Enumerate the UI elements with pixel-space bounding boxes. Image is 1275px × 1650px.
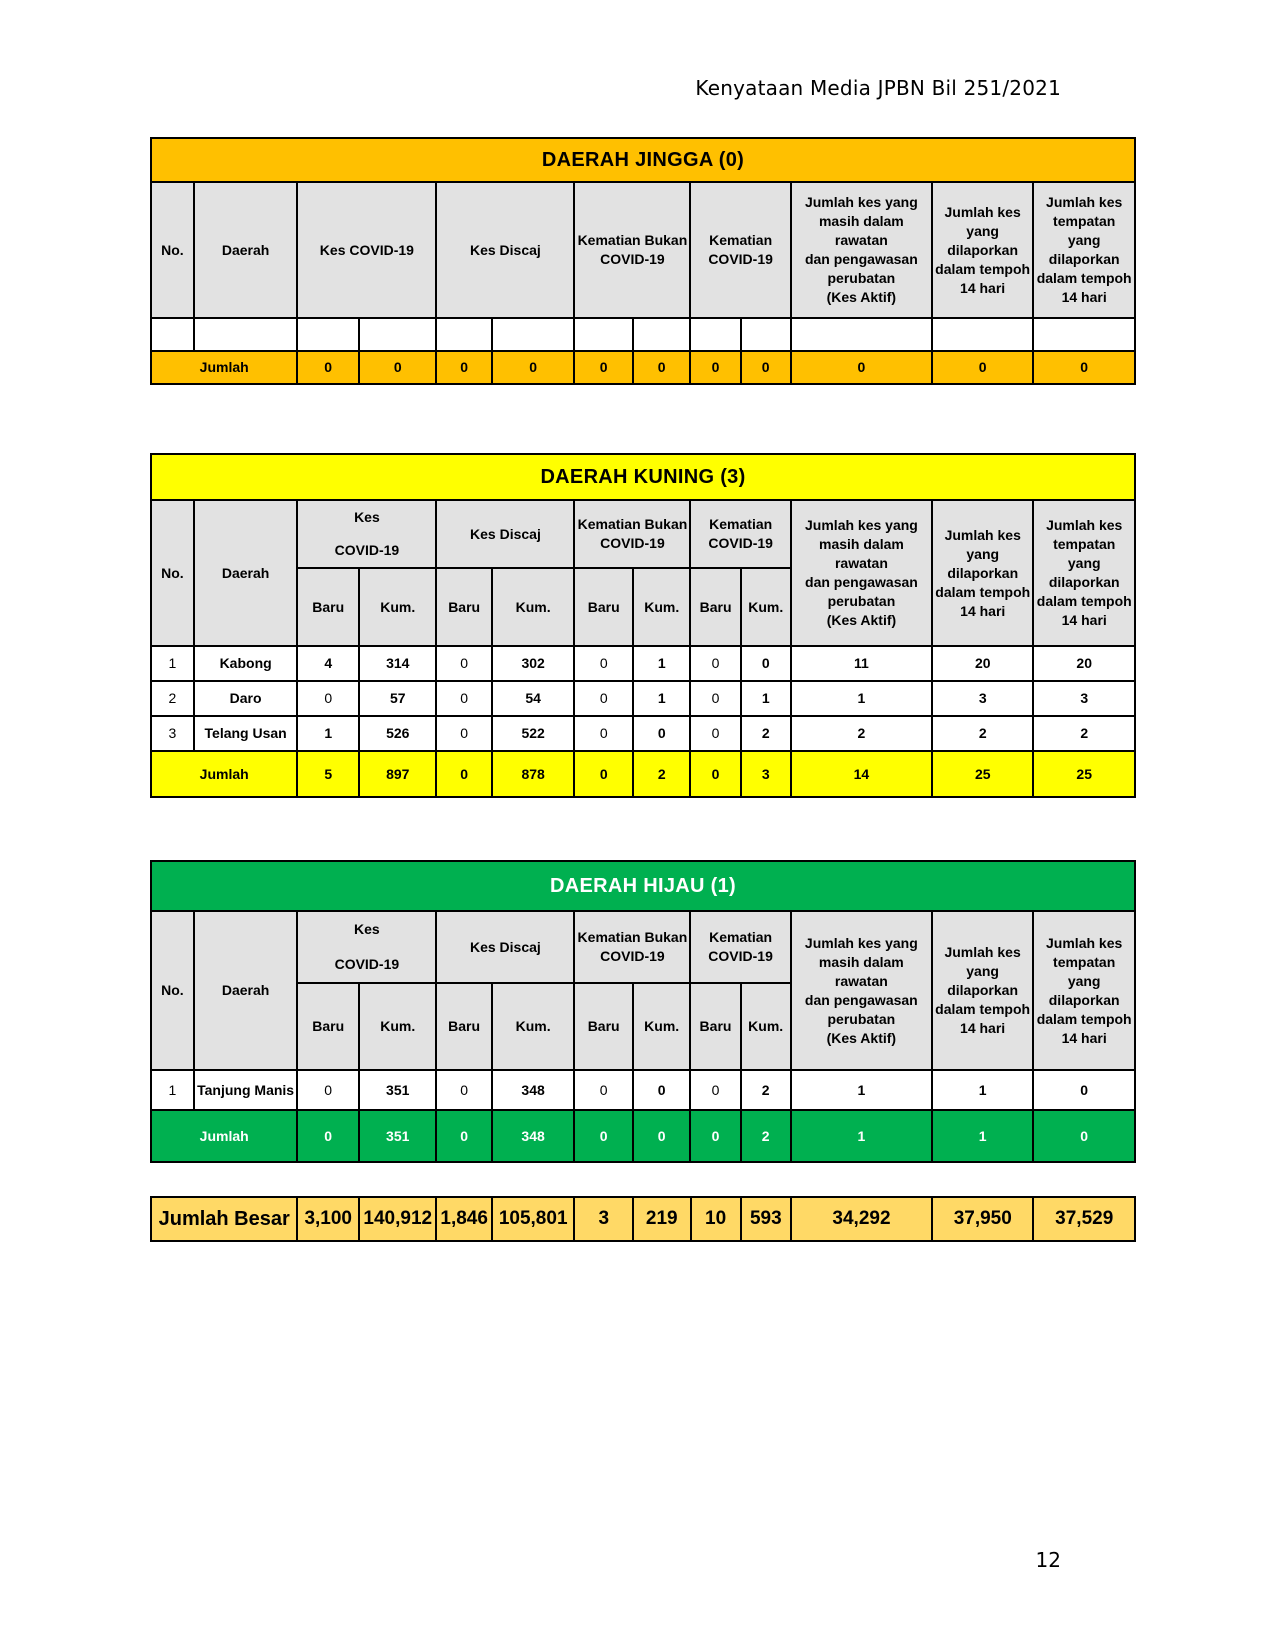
total-cell: 351 — [359, 1110, 436, 1162]
header-kematian-bukan-covid: Kematian Bukan COVID-19 — [574, 182, 690, 318]
cell: 0 — [574, 716, 633, 751]
kuning-total-row — [151, 751, 1135, 797]
cell: 2 — [791, 716, 932, 751]
grand-total-row — [151, 1197, 1135, 1241]
row-no: 3 — [151, 716, 194, 751]
cell: 0 — [690, 646, 740, 681]
total-cell: 0 — [574, 351, 633, 384]
subheader-baru: Baru — [574, 568, 633, 646]
cell: 0 — [633, 716, 691, 751]
subheader-baru: Baru — [297, 568, 359, 646]
header-daerah: Daerah — [194, 500, 298, 646]
header-daerah: Daerah — [194, 911, 298, 1070]
subheader-baru: Baru — [690, 568, 740, 646]
table-row — [151, 681, 1135, 716]
total-cell: 0 — [436, 351, 491, 384]
total-cell: 0 — [1033, 351, 1135, 384]
cell: 314 — [359, 646, 436, 681]
cell: 348 — [492, 1070, 575, 1110]
cell: 302 — [492, 646, 575, 681]
header-kes-tempatan-14-hari: Jumlah kes tempatan yang dilaporkan dalam tempoh 14 hari — [1033, 182, 1135, 318]
cell: 526 — [359, 716, 436, 751]
cell: 2 — [741, 716, 791, 751]
header-kematian-bukan-covid: Kematian Bukan COVID-19 — [574, 911, 690, 983]
header-no: No. — [151, 500, 194, 646]
row-no: 1 — [151, 646, 194, 681]
grand-total-cell: 140,912 — [359, 1197, 436, 1241]
header-kes-covid: Kes COVID-19 — [297, 911, 436, 983]
grand-total-cell: 3,100 — [297, 1197, 359, 1241]
cell: 0 — [633, 1070, 691, 1110]
subheader-kum: Kum. — [741, 983, 791, 1070]
row-daerah: Telang Usan — [194, 716, 298, 751]
cell: 1 — [791, 681, 932, 716]
grand-total-cell: 37,529 — [1033, 1197, 1135, 1241]
cell: 351 — [359, 1070, 436, 1110]
header-kes-covid: Kes COVID-19 — [297, 182, 436, 318]
total-label: Jumlah — [151, 751, 297, 797]
total-cell: 0 — [574, 1110, 633, 1162]
total-cell: 2 — [741, 1110, 791, 1162]
cell: 4 — [297, 646, 359, 681]
header-kes-aktif: Jumlah kes yang masih dalam rawatan dan pengawasan perubatan (Kes Aktif) — [791, 911, 932, 1070]
table-row — [151, 1070, 1135, 1110]
total-cell: 1 — [791, 1110, 932, 1162]
cell: 1 — [741, 681, 791, 716]
grand-total-cell: 10 — [691, 1197, 741, 1241]
header-kematian-covid: Kematian COVID-19 — [690, 911, 790, 983]
total-cell: 25 — [932, 751, 1033, 797]
row-no: 1 — [151, 1070, 194, 1110]
total-cell: 0 — [436, 751, 491, 797]
cell: 11 — [791, 646, 932, 681]
total-cell: 0 — [791, 351, 932, 384]
subheader-kum: Kum. — [492, 568, 575, 646]
header-kes-14-hari: Jumlah kes yang dilaporkan dalam tempoh 14 hari — [932, 500, 1033, 646]
header-kes-tempatan-14-hari: Jumlah kes tempatan yang dilaporkan dalam tempoh 14 hari — [1033, 500, 1135, 646]
jingga-title: DAERAH JINGGA (0) — [151, 138, 1135, 182]
grand-total-cell: 1,846 — [436, 1197, 491, 1241]
row-daerah: Tanjung Manis — [194, 1070, 298, 1110]
grand-total-label: Jumlah Besar — [151, 1197, 297, 1241]
cell: 54 — [492, 681, 575, 716]
total-cell: 2 — [633, 751, 691, 797]
header-kes-aktif: Jumlah kes yang masih dalam rawatan dan pengawasan perubatan (Kes Aktif) — [791, 500, 932, 646]
cell: 0 — [574, 646, 633, 681]
cell: 0 — [297, 1070, 359, 1110]
header-kematian-covid: Kematian COVID-19 — [690, 182, 790, 318]
cell: 522 — [492, 716, 575, 751]
header-kes-tempatan-14-hari: Jumlah kes tempatan yang dilaporkan dalam tempoh 14 hari — [1033, 911, 1135, 1070]
total-cell: 0 — [690, 751, 740, 797]
document-header: Kenyataan Media JPBN Bil 251/2021 — [695, 76, 1061, 100]
cell: 0 — [690, 1070, 740, 1110]
jingga-total-row — [151, 351, 1135, 384]
header-kes-covid: Kes COVID-19 — [297, 500, 436, 568]
cell: 3 — [1033, 681, 1135, 716]
cell: 0 — [297, 681, 359, 716]
hijau-title: DAERAH HIJAU (1) — [151, 861, 1135, 911]
total-cell: 1 — [932, 1110, 1033, 1162]
cell: 0 — [690, 716, 740, 751]
cell: 2 — [1033, 716, 1135, 751]
header-daerah: Daerah — [194, 182, 298, 318]
subheader-kum: Kum. — [741, 568, 791, 646]
total-cell: 0 — [574, 751, 633, 797]
total-cell: 5 — [297, 751, 359, 797]
cell: 1 — [932, 1070, 1033, 1110]
grand-total-cell: 593 — [741, 1197, 791, 1241]
header-no: No. — [151, 182, 194, 318]
header-kes-discaj: Kes Discaj — [436, 911, 574, 983]
cell: 0 — [1033, 1070, 1135, 1110]
header-no: No. — [151, 911, 194, 1070]
total-cell: 0 — [1033, 1110, 1135, 1162]
header-kes-aktif: Jumlah kes yang masih dalam rawatan dan pengawasan perubatan (Kes Aktif) — [791, 182, 932, 318]
total-cell: 0 — [741, 351, 791, 384]
subheader-kum: Kum. — [359, 983, 436, 1070]
page-number: 12 — [1035, 1548, 1061, 1572]
header-kes-discaj: Kes Discaj — [436, 500, 574, 568]
cell: 2 — [741, 1070, 791, 1110]
subheader-kum: Kum. — [633, 983, 691, 1070]
total-cell: 0 — [436, 1110, 491, 1162]
cell: 1 — [633, 681, 691, 716]
total-cell: 14 — [791, 751, 932, 797]
row-daerah: Daro — [194, 681, 298, 716]
total-label: Jumlah — [151, 1110, 297, 1162]
subheader-kum: Kum. — [359, 568, 436, 646]
header-kematian-covid: Kematian COVID-19 — [690, 500, 790, 568]
total-cell: 0 — [297, 1110, 359, 1162]
jingga-table — [150, 137, 1136, 385]
total-cell: 0 — [359, 351, 436, 384]
hijau-total-row — [151, 1110, 1135, 1162]
subheader-baru: Baru — [297, 983, 359, 1070]
cell: 0 — [436, 1070, 491, 1110]
grand-total-cell: 219 — [633, 1197, 691, 1241]
cell: 57 — [359, 681, 436, 716]
grand-total-cell: 105,801 — [492, 1197, 575, 1241]
subheader-kum: Kum. — [492, 983, 575, 1070]
cell: 0 — [436, 681, 491, 716]
total-cell: 348 — [492, 1110, 575, 1162]
subheader-kum: Kum. — [633, 568, 691, 646]
hijau-table — [150, 860, 1136, 1163]
table-row — [151, 716, 1135, 751]
grand-total-cell: 37,950 — [932, 1197, 1033, 1241]
total-cell: 0 — [633, 1110, 691, 1162]
grand-total-table — [150, 1196, 1136, 1242]
kuning-title: DAERAH KUNING (3) — [151, 454, 1135, 500]
cell: 3 — [932, 681, 1033, 716]
total-cell: 25 — [1033, 751, 1135, 797]
cell: 0 — [574, 1070, 633, 1110]
subheader-baru: Baru — [436, 568, 491, 646]
cell: 0 — [574, 681, 633, 716]
total-cell: 897 — [359, 751, 436, 797]
subheader-baru: Baru — [690, 983, 740, 1070]
subheader-baru: Baru — [436, 983, 491, 1070]
row-no: 2 — [151, 681, 194, 716]
cell: 0 — [741, 646, 791, 681]
grand-total-cell: 3 — [574, 1197, 633, 1241]
total-label: Jumlah — [151, 351, 297, 384]
header-kes-14-hari: Jumlah kes yang dilaporkan dalam tempoh 14 hari — [932, 182, 1033, 318]
total-cell: 0 — [690, 1110, 740, 1162]
cell: 0 — [690, 681, 740, 716]
table-row — [151, 646, 1135, 681]
total-cell: 0 — [492, 351, 575, 384]
kuning-table — [150, 453, 1136, 798]
cell: 20 — [932, 646, 1033, 681]
grand-total-cell: 34,292 — [791, 1197, 932, 1241]
header-kes-discaj: Kes Discaj — [436, 182, 574, 318]
cell: 1 — [791, 1070, 932, 1110]
total-cell: 878 — [492, 751, 575, 797]
subheader-baru: Baru — [574, 983, 633, 1070]
header-kes-14-hari: Jumlah kes yang dilaporkan dalam tempoh 14 hari — [932, 911, 1033, 1070]
cell: 20 — [1033, 646, 1135, 681]
cell: 2 — [932, 716, 1033, 751]
header-kematian-bukan-covid: Kematian Bukan COVID-19 — [574, 500, 690, 568]
total-cell: 0 — [297, 351, 359, 384]
total-cell: 0 — [932, 351, 1033, 384]
total-cell: 3 — [741, 751, 791, 797]
cell: 0 — [436, 646, 491, 681]
empty-row — [151, 318, 1135, 351]
total-cell: 0 — [633, 351, 691, 384]
cell: 0 — [436, 716, 491, 751]
cell: 1 — [633, 646, 691, 681]
row-daerah: Kabong — [194, 646, 298, 681]
total-cell: 0 — [690, 351, 740, 384]
cell: 1 — [297, 716, 359, 751]
